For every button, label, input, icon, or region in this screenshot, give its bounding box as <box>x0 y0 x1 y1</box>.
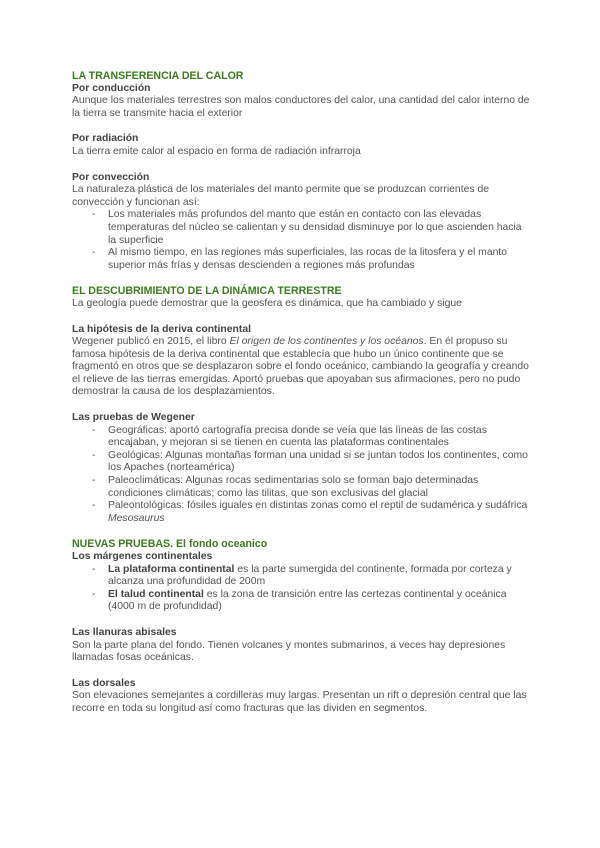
section-title-transferencia: LA TRANSFERENCIA DEL CALOR <box>72 70 244 82</box>
list-item <box>72 247 532 272</box>
list-item-text: Geológicas: Algunas montañas forman una unidad si se juntan todos los continentes, como los Apaches (norteamérica) <box>108 449 528 474</box>
list-item-text: es la parte sumergida del continente, formada por corteza y alcanza una profundidad de 200m <box>108 563 512 588</box>
list-pruebas <box>72 425 532 526</box>
heading-radiacion: Por radiación <box>72 133 139 145</box>
list-margenes <box>72 564 532 614</box>
document-page <box>72 70 532 716</box>
list-conveccion <box>72 209 532 272</box>
heading-margenes: Los márgenes continentales <box>72 551 213 562</box>
book-title: El origen de los continentes y los océanos <box>229 336 424 348</box>
list-item-text: Al mismo tiempo, en las regiones más superficiales, las rocas de la litosfera y el manto superior más frías y densas descienden a regiones más profundas <box>108 247 508 271</box>
list-item <box>72 589 532 614</box>
paragraph-deriva <box>72 336 532 399</box>
paragraph-radiacion: La tierra emite calor al espacio en forma de radiación infrarroja <box>72 145 361 157</box>
term-plataforma: La plataforma continental <box>108 563 235 575</box>
species-name: Mesosaurus <box>108 512 165 524</box>
dash-bullet: - <box>92 500 96 512</box>
list-item <box>72 425 532 450</box>
list-item-text: Los materiales más profundos del manto que están en contacto con las elevadas temperaturas del núcleo se calientan y su densidad disminuye por lo que ascienden hacia la superficie <box>108 209 522 246</box>
paragraph-dorsales: Son elevaciones semejantes a cordilleras muy largas. Presentan un rift o depresión central que las recorre en toda su longitud así como fracturas que las dividen en segmentos. <box>72 690 527 714</box>
list-item <box>72 500 532 525</box>
dash-bullet: - <box>92 424 96 436</box>
dash-bullet: - <box>92 449 96 461</box>
heading-conduccion: Por conducción <box>72 82 151 94</box>
deriva-text-b: . En él propuso su famosa hipótesis de la deriva continental que establecía que hubo un único continente que se fragmentó en otros que se desplazaron sobre el fondo oceánico, cambiando la geografía y creando el relieve de las tierras emergidas. Aportó pruebas que apoyaban sus afirmaciones, pero no pudo demostrar la causa de los desplazamientos. <box>72 336 529 398</box>
deriva-text-a: Wegener publicó en 2015, el libro <box>72 336 230 348</box>
list-item <box>72 564 532 589</box>
list-item-text: Paleontológicas: fósiles iguales en distintas zonas como el reptil de sudamérica y sudáfrica <box>108 500 528 512</box>
dash-bullet: - <box>92 209 96 221</box>
heading-deriva: La hipótesis de la deriva continental <box>72 323 251 335</box>
dash-bullet: - <box>92 475 96 487</box>
paragraph-conduccion: Aunque los materiales terrestres son malos conductores del calor, una cantidad del calor interno de la tierra se transmite hacia el exterior <box>72 95 530 119</box>
term-talud: El talud continental <box>108 588 204 600</box>
paragraph-llanuras: Son la parte plana del fondo. Tienen volcanes y montes submarinos, a veces hay depresiones llamadas fosas oceánicas. <box>72 639 506 664</box>
section-title-nuevas-pruebas: NUEVAS PRUEBAS. El fondo oceanico <box>72 538 268 551</box>
list-item <box>72 475 532 500</box>
list-item-text: es la zona de transición entre las certezas continental y oceánica (4000 m de profundidad) <box>108 588 507 613</box>
paragraph-conveccion: La naturaleza plástica de los materiales del manto permite que se produzcan corrientes de convección y funcionan así: <box>72 184 490 208</box>
list-item-text: Paleoclimáticas: Algunas rocas sedimentarias solo se forman bajo determinadas condiciones climáticas; como las tilitas, que son exclusivas del glacial <box>108 475 479 499</box>
dash-bullet: - <box>92 247 96 259</box>
section-title-descubrimiento: EL DESCUBRIMIENTO DE LA DINÁMICA TERRESTRE <box>72 285 342 298</box>
heading-dorsales: Las dorsales <box>72 677 136 689</box>
heading-llanuras: Las llanuras abisales <box>72 626 177 638</box>
paragraph-intro-dinamica: La geología puede demostrar que la geosfera es dinámica, que ha cambiado y sigue <box>72 297 462 309</box>
heading-conveccion: Por convección <box>72 171 150 183</box>
list-item-text: Geográficas: aportó cartografía precisa donde se veía que las líneas de las costas encajaban, y mejoran si se tienen en cuenta las plataformas continentales <box>108 424 487 449</box>
list-item <box>72 209 532 247</box>
dash-bullet: - <box>92 563 96 575</box>
list-item <box>72 450 532 475</box>
dash-bullet: - <box>92 588 96 600</box>
heading-pruebas: Las pruebas de Wegener <box>72 412 195 424</box>
